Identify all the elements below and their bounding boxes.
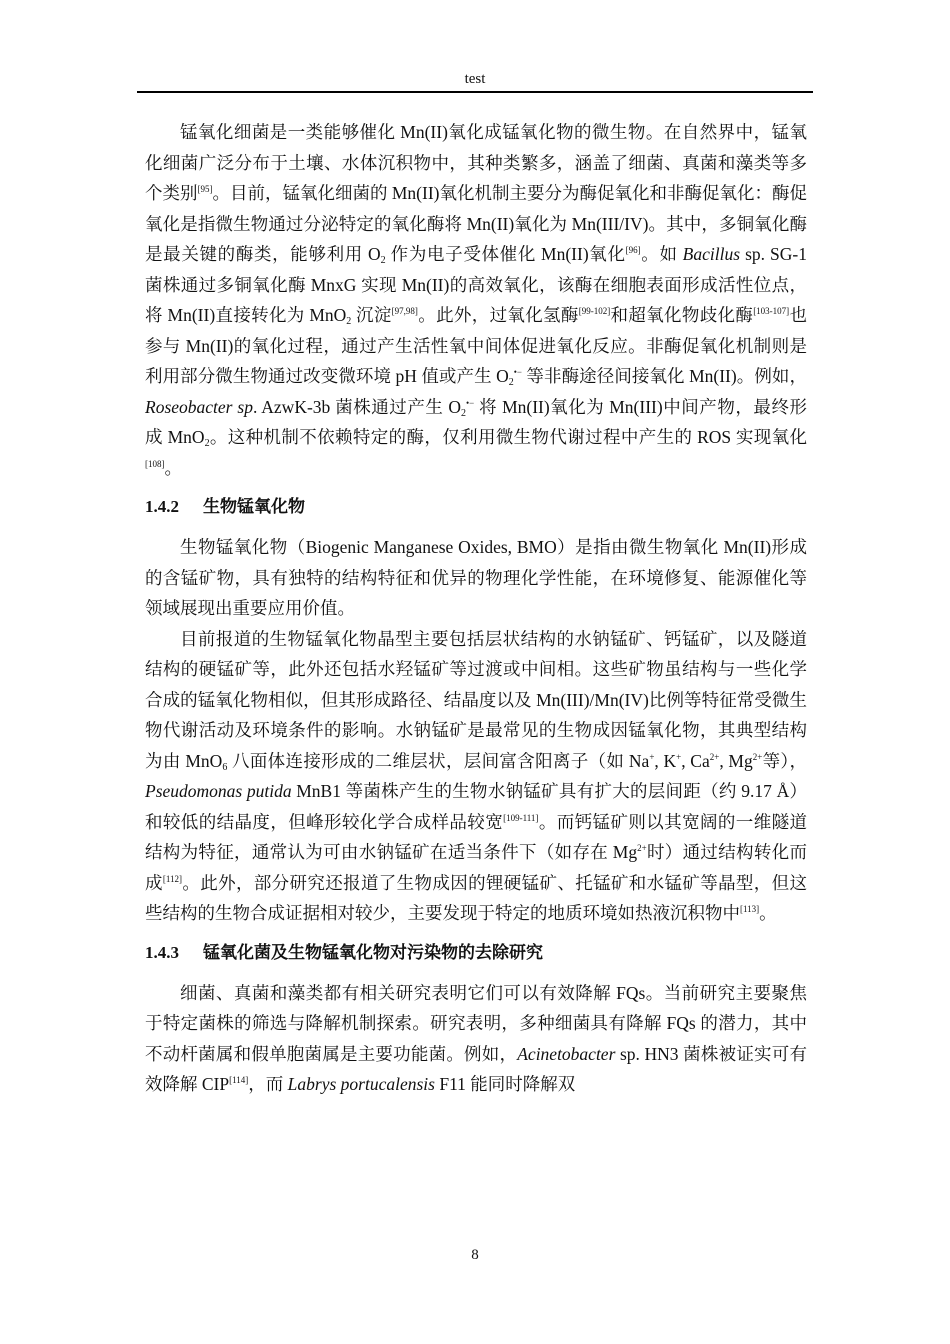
- text-span: 细菌、真菌和藻类都有相关研究表明它们可以有效降解 FQs。当前研究主要聚焦于特定菌株的筛选与降解机制探索。研究表明，多种细菌具有降解 FQs 的潜力，其中不动杆菌属和假单胞菌属是主要功能菌。例如，: [145, 982, 807, 1064]
- superscript: •−: [465, 397, 475, 408]
- subscript: 2: [346, 316, 352, 327]
- text-span: 。此外，过氧化氢酶: [417, 305, 579, 325]
- subscript: 6: [222, 761, 228, 773]
- superscript: •−: [513, 367, 522, 377]
- citation: [108]: [145, 458, 165, 469]
- text-span: 时）通过结构转化而成: [145, 842, 807, 893]
- section-heading-1-4-3: [145, 938, 807, 968]
- section-title: 生物锰氧化物: [203, 497, 305, 516]
- subscript: 2: [380, 255, 386, 266]
- section-number: 1.4.3: [145, 942, 179, 962]
- citation: [112]: [162, 873, 183, 884]
- species-name: Roseobacter sp: [145, 396, 253, 417]
- subscript: 2: [204, 438, 210, 449]
- citation: [97,98]: [391, 306, 418, 316]
- species-name: Pseudomonas putida: [145, 781, 292, 801]
- text-span: 等非酶途径间接氧化 Mn(II)。例如，: [521, 366, 807, 386]
- text-span: 。而钙锰矿则以其宽阔的一维隧道结构为特征，通常认为可由水钠锰矿在适当条件下（如存在 Mg: [145, 811, 808, 862]
- text-span: , Ca: [681, 750, 710, 771]
- text-span: 。如: [640, 244, 683, 264]
- section-heading-1-4-2: [145, 492, 807, 522]
- text-span: 八面体连接形成的二维层状，层间富含阳离子（如 Na: [227, 750, 650, 771]
- species-name: Bacillus: [682, 244, 741, 264]
- text-span: 和超氧化物歧化酶: [610, 305, 754, 325]
- page-body: [145, 117, 807, 1100]
- text-span: F11 能同时降解双: [434, 1074, 576, 1094]
- citation: [113]: [740, 904, 760, 914]
- page-number: 8: [471, 1247, 479, 1263]
- page-header: test: [464, 71, 486, 87]
- text-span: 将 Mn(II)氧化为 Mn(III)中间产物，最终形成 MnO: [145, 396, 807, 447]
- paragraph-mn-oxidizing-bacteria: [145, 117, 807, 483]
- species-name: Acinetobacter: [517, 1043, 616, 1064]
- text-span: . AzwK-3b 菌株通过产生 O: [252, 396, 461, 417]
- paragraph-bmo-crystal-types: [145, 624, 807, 929]
- text-span: 。此外，部分研究还报道了生物成因的锂硬锰矿、托锰矿和水锰矿等晶型，但这些结构的生物合成证据相对较少，主要发现于特定的地质环境如热液沉积物中: [145, 872, 808, 923]
- species-name: Labrys portucalensis: [287, 1074, 435, 1094]
- text-span: 作为电子受体催化 Mn(II)氧化: [385, 244, 626, 264]
- text-span: 锰氧化细菌是一类能够催化 Mn(II)氧化成锰氧化物的微生物。在自然界中，锰氧化细菌广泛分布于土壤、水体沉积物中，其种类繁多，涵盖了细菌、真菌和藻类等多个类别: [145, 122, 807, 203]
- text-span: 也参与 Mn(II)的氧化过程，通过产生活性氧中间体促进氧化反应。非酶促氧化机制则是利用部分微生物通过改变微环境 pH 值或产生 O: [145, 305, 808, 386]
- citation: [103-107]: [753, 306, 790, 316]
- superscript: +: [676, 751, 682, 762]
- subscript: 2: [508, 377, 514, 388]
- citation: [109-111]: [503, 812, 539, 823]
- superscript: 2+: [709, 751, 720, 762]
- text-span: ，而: [248, 1074, 288, 1094]
- text-span: 目前报道的生物锰氧化物晶型主要包括层状结构的水钠锰矿、钙锰矿，以及隧道结构的硬锰矿等，此外还包括水羟锰矿等过渡或中间相。这些矿物虽结构与一些化学合成的锰氧化物相似，但其形成路径、结晶度以及 Mn(III)/Mn(IV)比例等特征常受微生物代谢活动及环境条件的影响。水钠锰矿是最常见的生物成因锰氧化物，其典型结构为由 MnO: [145, 628, 807, 771]
- citation: [99-102]: [578, 306, 611, 316]
- citation: [114]: [229, 1075, 249, 1085]
- text-span: sp. HN3 菌株被证实可有效降解 CIP: [145, 1043, 808, 1094]
- text-span: 生物锰氧化物（Biogenic Manganese Oxides, BMO）是指由微生物氧化 Mn(II)形成的含锰矿物，具有独特的结构特征和优异的物理化学性能，在环境修复、能源催化等领域展现出重要应用价值。: [145, 537, 807, 618]
- paragraph-bmo-definition: [145, 532, 807, 624]
- text-span: 。这种机制不依赖特定的酶，仅利用微生物代谢过程中产生的 ROS 实现氧化: [209, 427, 807, 447]
- text-span: 。: [759, 903, 777, 923]
- superscript: 2+: [752, 751, 763, 762]
- citation: [96]: [625, 245, 641, 255]
- citation: [95]: [197, 184, 213, 194]
- section-number: 1.4.2: [145, 497, 179, 516]
- text-span: MnB1 等菌株产生的生物水钠锰矿具有扩大的层间距（约 9.17 Å）和较低的结晶度，但峰形较化学合成样品较宽: [145, 781, 807, 832]
- subscript: 2: [460, 407, 466, 419]
- text-span: 等），: [762, 750, 808, 771]
- superscript: 2+: [637, 843, 647, 853]
- text-span: 。: [164, 457, 182, 478]
- paragraph-fq-degradation: [145, 978, 807, 1100]
- text-span: 。目前，锰氧化细菌的 Mn(II)氧化机制主要分为酶促氧化和非酶促氧化：酶促氧化是指微生物通过分泌特定的氧化酶将 Mn(II)氧化为 Mn(III/IV)。其中，多铜氧化酶是最关键的酶类，能够利用 O: [145, 183, 807, 264]
- text-span: , K: [654, 750, 677, 771]
- header-rule: [137, 91, 813, 93]
- text-span: 沉淀: [351, 305, 392, 325]
- text-span: , Mg: [719, 750, 753, 771]
- section-title: 锰氧化菌及生物锰氧化物对污染物的去除研究: [203, 942, 543, 962]
- superscript: +: [649, 751, 655, 762]
- text-span: sp. SG-1 菌株通过多铜氧化酶 MnxG 实现 Mn(II)的高效氧化，该酶在细胞表面形成活性位点，将 Mn(II)直接转化为 MnO: [145, 244, 807, 325]
